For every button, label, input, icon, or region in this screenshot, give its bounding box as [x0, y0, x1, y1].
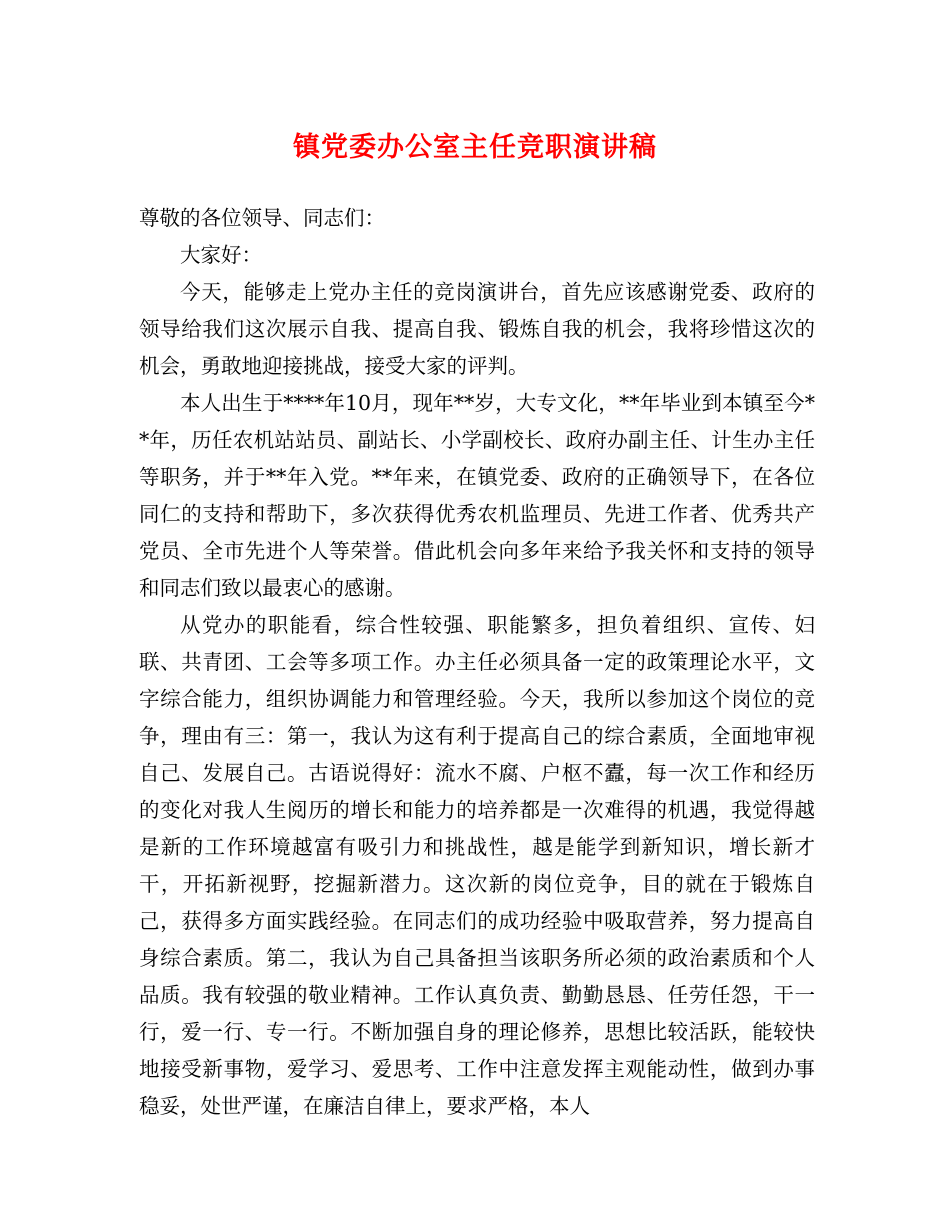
document-title: 镇党委办公室主任竞职演讲稿 — [293, 132, 657, 163]
salutation: 尊敬的各位领导、同志们： — [139, 206, 385, 230]
paragraph: 今天，能够走上党办主任的竞岗演讲台，首先应该感谢党委、政府的领导给我们这次展示自我、提高自我、锻炼自我的机会，我将珍惜这次的机会，勇敢地迎接挑战，接受大家的评判。 — [139, 280, 815, 378]
paragraph: 从党办的职能看，综合性较强、职能繁多，担负着组织、宣传、妇联、共青团、工会等多项工作。办主任必须具备一定的政策理论水平，文字综合能力，组织协调能力和管理经验。今天，我所以参加这个岗位的竞争，理由有三：第一，我认为这有利于提高自己的综合素质，全面地审视自己、发展自己。古语说得好：流水不腐、户枢不蠹，每一次工作和经历的变化对我人生阅历的增长和能力的培养都是一次难得的机遇，我觉得越是新的工作环境越富有吸引力和挑战性，越是能学到新知识，增长新才干，开拓新视野，挖掘新潜力。这次新的岗位竞争，目的就在于锻炼自己，获得多方面实践经验。在同志们的成功经验中吸取营养，努力提高自身综合素质。第二，我认为自己具备担当该职务所必须的政治素质和个人品质。我有较强的敬业精神。工作认真负责、勤勤恳恳、任劳任怨，干一行，爱一行、专一行。不断加强自身的理论修养，思想比较活跃，能较快地接受新事物，爱学习、爱思考、工作中注意发挥主观能动性，做到办事稳妥，处世严谨，在廉洁自律上，要求严格，本人 — [139, 613, 815, 1118]
greeting: 大家好： — [180, 243, 262, 267]
document-body — [139, 200, 815, 1125]
paragraph: 本人出生于****年10月，现年**岁，大专文化，**年毕业到本镇至今**年，历任农机站站员、副站长、小学副校长、政府办副主任、计生办主任等职务，并于**年入党。**年来，在镇党委、政府的正确领导下，在各位同仁的支持和帮助下，多次获得优秀农机监理员、先进工作者、优秀共产党员、全市先进个人等荣誉。借此机会向多年来给予我关怀和支持的领导和同志们致以最衷心的感谢。 — [139, 391, 815, 600]
